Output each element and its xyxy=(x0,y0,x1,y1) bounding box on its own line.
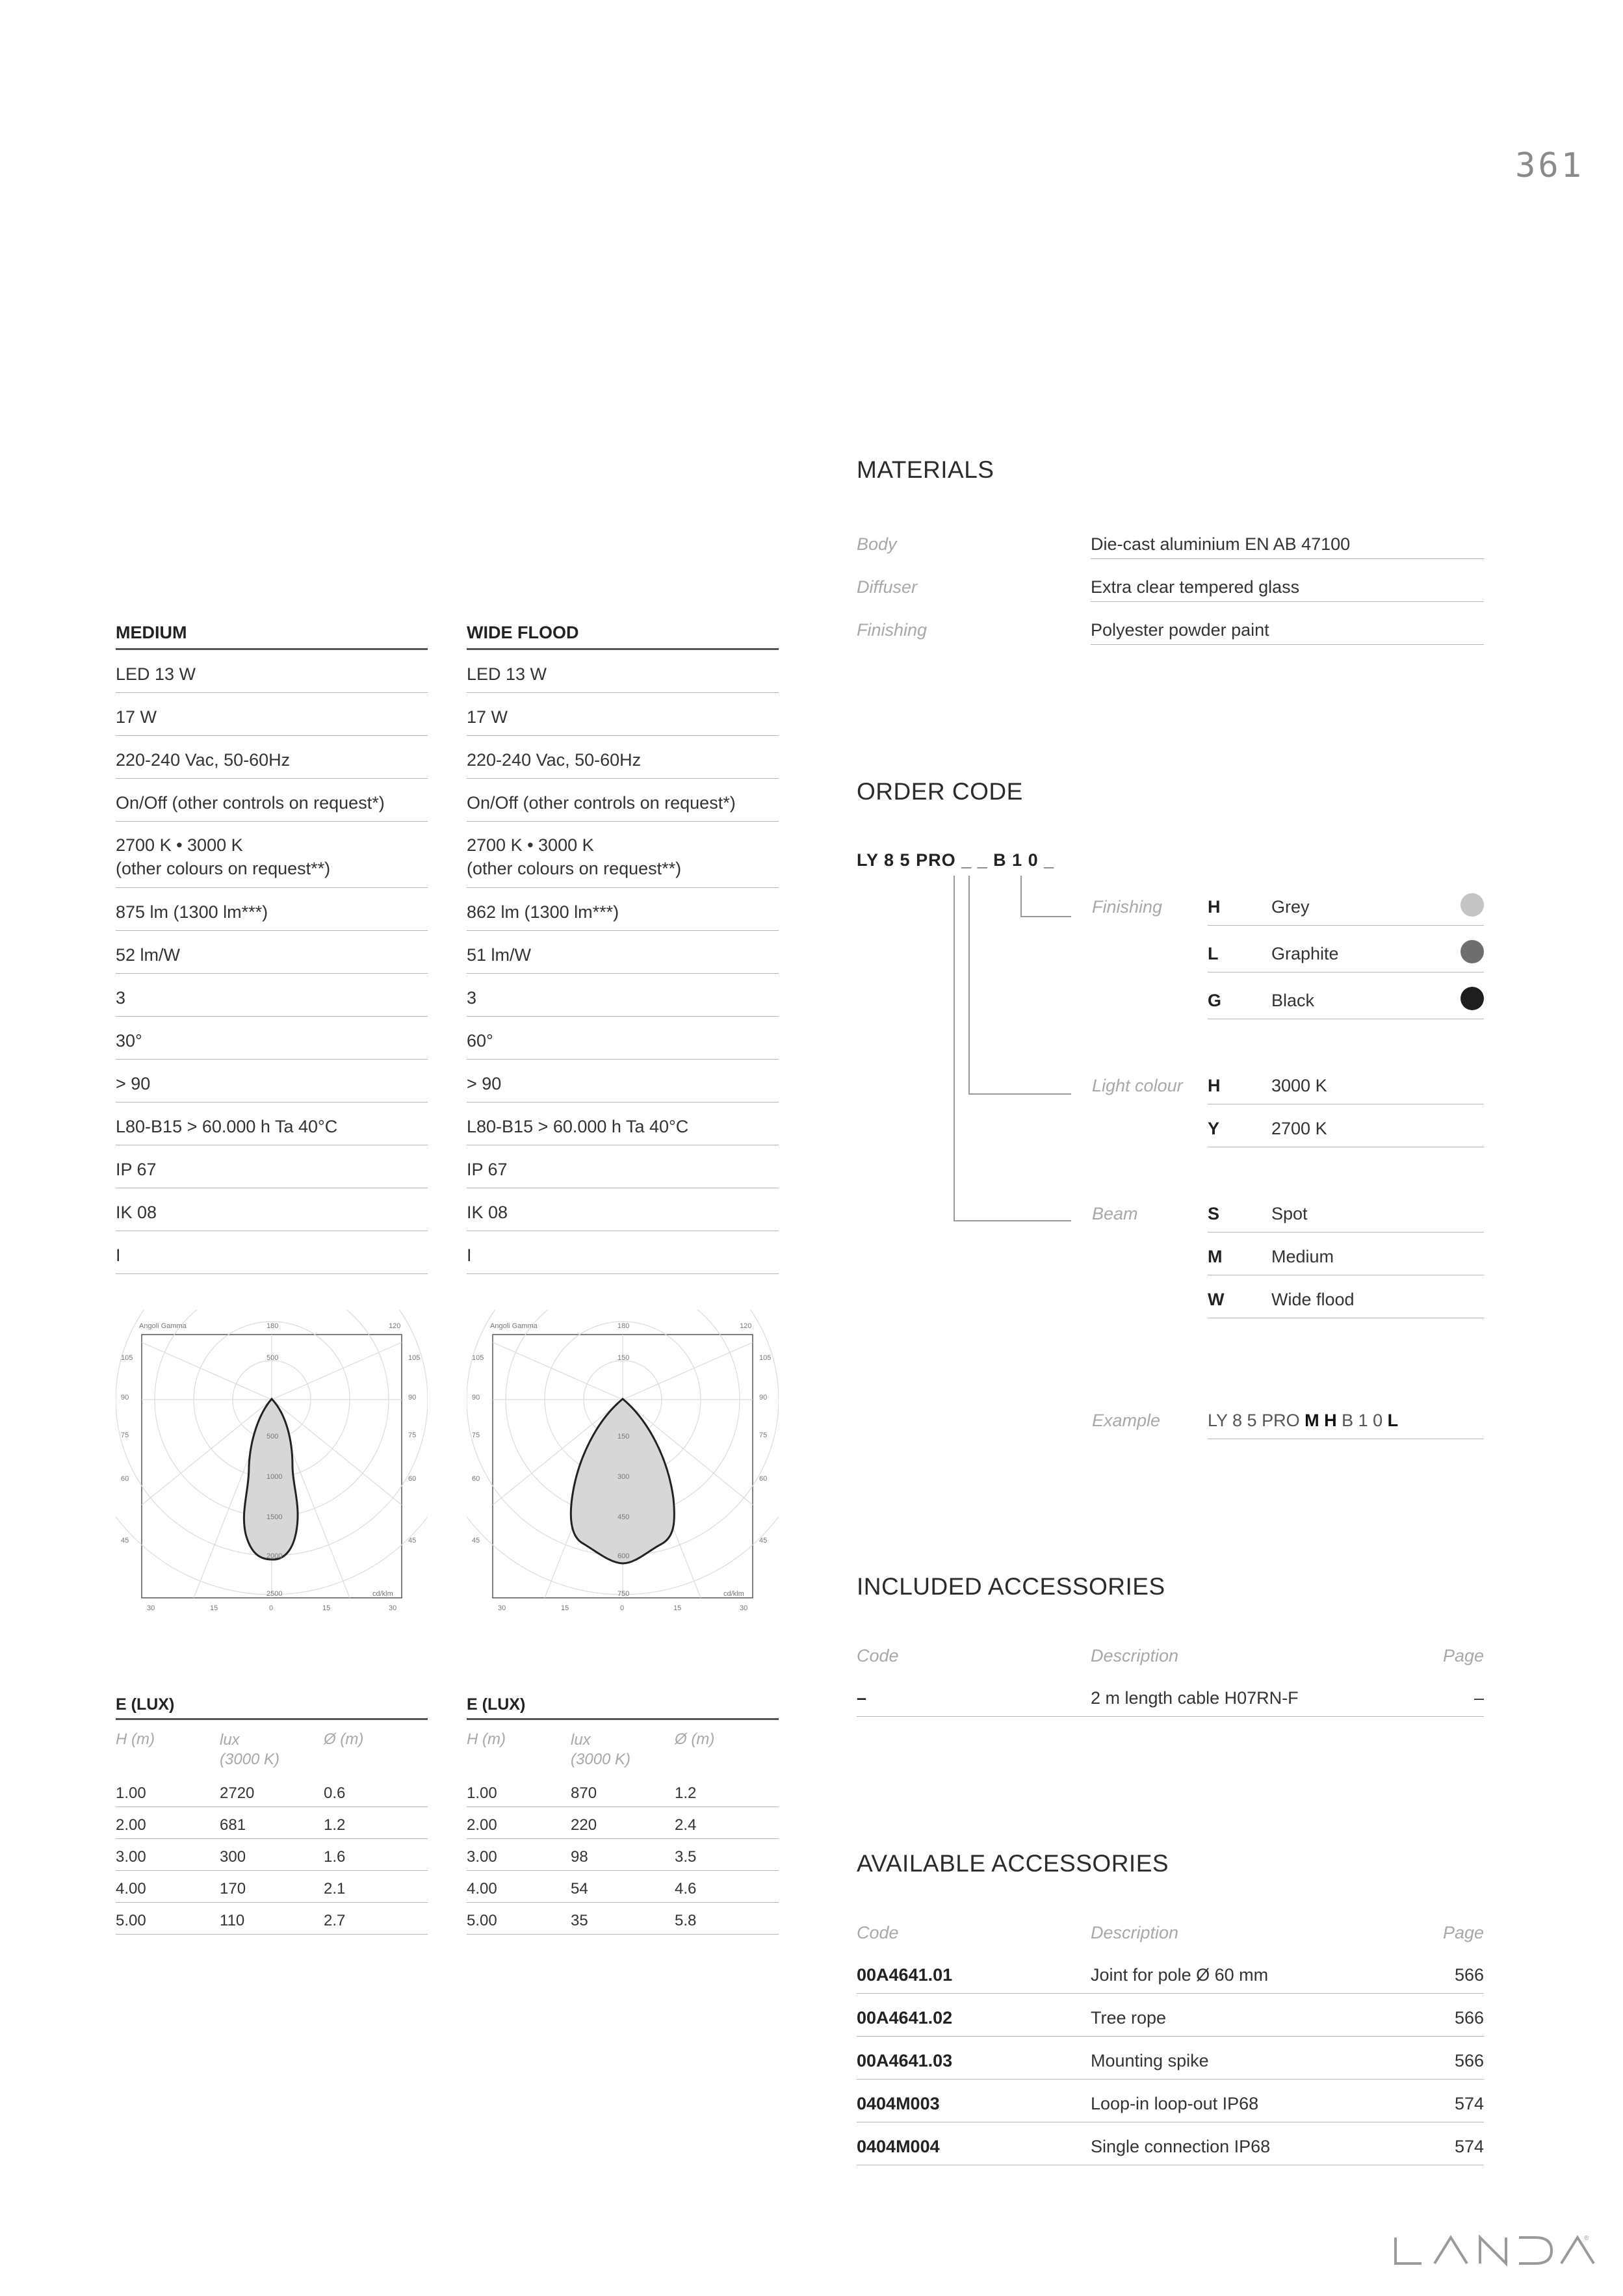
svg-text:®: ® xyxy=(1584,2235,1589,2242)
polar-bottom-tick: 30 xyxy=(389,1604,397,1612)
cell-lux: 300 xyxy=(220,1848,246,1866)
header-description: Description xyxy=(1091,1923,1179,1942)
header-code: Code xyxy=(857,1646,899,1665)
cell-diameter: 2.7 xyxy=(324,1912,346,1929)
example-prefix: LY 8 5 PRO xyxy=(1208,1411,1305,1430)
example-finish: L xyxy=(1387,1411,1399,1430)
accessory-description: Mounting spike xyxy=(1091,2051,1209,2070)
cell-lux: 98 xyxy=(571,1848,588,1866)
accessory-code: – xyxy=(857,1688,867,1708)
polar-top-label: 180 xyxy=(617,1322,630,1330)
polar-right-tick: 105 xyxy=(759,1354,772,1362)
table-row xyxy=(467,1839,779,1871)
landa-logo xyxy=(1389,2231,1597,2270)
polar-right-tick: 60 xyxy=(408,1475,417,1483)
cell-height: 3.00 xyxy=(467,1848,497,1866)
spec-row: L80-B15 > 60.000 h Ta 40°C xyxy=(467,1102,779,1145)
table-row xyxy=(116,1903,428,1935)
materials-row xyxy=(857,520,1484,563)
lux-table-title: E (LUX) xyxy=(116,1690,428,1720)
spec-row: 220-240 Vac, 50-60Hz xyxy=(467,736,779,779)
polar-top-label: 120 xyxy=(740,1322,752,1330)
finishing-option-black xyxy=(1208,976,1484,1019)
cell-lux: 2720 xyxy=(220,1784,255,1802)
polar-radial-label: 500 xyxy=(266,1354,279,1362)
spec-row: IK 08 xyxy=(467,1188,779,1231)
polar-radial-label: 150 xyxy=(617,1354,630,1362)
polar-diagram-medium xyxy=(116,1310,428,1615)
accessory-page: 566 xyxy=(1454,2051,1484,2070)
cell-height: 5.00 xyxy=(116,1912,146,1929)
cell-height: 5.00 xyxy=(467,1912,497,1929)
cell-lux: 54 xyxy=(571,1880,588,1898)
accessory-page: 574 xyxy=(1454,2137,1484,2156)
polar-left-tick: 105 xyxy=(472,1354,484,1362)
beam-option xyxy=(1208,1190,1484,1233)
accessory-description: Single connection IP68 xyxy=(1091,2137,1271,2156)
accessory-page: 574 xyxy=(1454,2094,1484,2113)
polar-radial-label: 2000 xyxy=(266,1552,283,1560)
header-page: Page xyxy=(1442,1646,1484,1665)
spec-column-medium xyxy=(116,618,428,1274)
spec-row: On/Off (other controls on request*) xyxy=(116,779,428,822)
polar-unit: cd/klm xyxy=(723,1590,744,1598)
materials-value: Extra clear tempered glass xyxy=(1091,577,1484,602)
accessory-code: 0404M004 xyxy=(857,2137,940,2156)
polar-left-tick: 60 xyxy=(121,1475,129,1483)
spec-row: 60° xyxy=(467,1017,779,1060)
order-code-pattern: LY 8 5 PRO _ _ B 1 0 _ xyxy=(857,850,1055,870)
cell-lux: 35 xyxy=(571,1912,588,1929)
colour-swatch-icon xyxy=(1461,940,1484,963)
option-name: 2700 K xyxy=(1271,1119,1327,1138)
cell-diameter: 3.5 xyxy=(675,1848,697,1866)
polar-unit: cd/klm xyxy=(372,1590,393,1598)
spec-row: 2700 K • 3000 K (other colours on request**) xyxy=(116,822,428,888)
header-page: Page xyxy=(1442,1923,1484,1942)
colour-swatch-icon xyxy=(1461,893,1484,917)
materials-title: MATERIALS xyxy=(857,456,994,483)
spec-row: 3 xyxy=(467,974,779,1017)
cell-lux: 870 xyxy=(571,1784,597,1802)
cell-diameter: 1.2 xyxy=(675,1784,697,1802)
polar-right-tick: 105 xyxy=(408,1354,421,1362)
polar-bottom-tick: 15 xyxy=(561,1604,569,1612)
option-key: G xyxy=(1208,991,1222,1010)
leader-line-beam xyxy=(954,876,1071,1221)
accessory-code: 00A4641.01 xyxy=(857,1965,953,1985)
example-code-text xyxy=(1208,1411,1398,1431)
spec-row: On/Off (other controls on request*) xyxy=(467,779,779,822)
finishing-label: Finishing xyxy=(1092,897,1163,917)
table-row xyxy=(467,1807,779,1839)
polar-left-tick: 90 xyxy=(121,1394,129,1402)
accessory-page: 566 xyxy=(1454,2008,1484,2028)
cell-diameter: 4.6 xyxy=(675,1880,697,1898)
cell-diameter: 1.6 xyxy=(324,1848,346,1866)
available-accessories-title: AVAILABLE ACCESSORIES xyxy=(857,1850,1169,1877)
polar-left-tick: 105 xyxy=(121,1354,133,1362)
lux-header-lux: lux (3000 K) xyxy=(571,1731,631,1768)
materials-row xyxy=(857,563,1484,606)
table-row xyxy=(857,1674,1484,1717)
table-row xyxy=(467,1871,779,1903)
order-code-title: ORDER CODE xyxy=(857,778,1023,805)
lux-table-title: E (LUX) xyxy=(467,1690,779,1720)
materials-value: Die-cast aluminium EN AB 47100 xyxy=(1091,534,1484,559)
table-row xyxy=(857,2122,1484,2165)
spec-row: 875 lm (1300 lm***) xyxy=(116,888,428,931)
cell-diameter: 1.2 xyxy=(324,1816,346,1834)
option-name: Graphite xyxy=(1271,944,1339,963)
spec-row: IK 08 xyxy=(116,1188,428,1231)
available-accessories-table xyxy=(857,1915,1484,2175)
polar-left-tick: 45 xyxy=(121,1537,129,1545)
spec-row: 862 lm (1300 lm***) xyxy=(467,888,779,931)
included-accessories-table xyxy=(857,1638,1484,1716)
polar-radial-label: 500 xyxy=(266,1433,279,1441)
table-row xyxy=(116,1839,428,1871)
table-row xyxy=(857,2080,1484,2122)
polar-left-tick: 60 xyxy=(472,1475,480,1483)
light-colour-option xyxy=(1208,1104,1484,1147)
lux-header-height: H (m) xyxy=(467,1730,506,1748)
accessory-description: Loop-in loop-out IP68 xyxy=(1091,2094,1259,2113)
polar-radial-label: 450 xyxy=(617,1513,630,1521)
polar-top-label: 180 xyxy=(266,1322,279,1330)
option-key: L xyxy=(1208,944,1219,963)
spec-row: LED 13 W xyxy=(116,650,428,693)
cell-diameter: 2.1 xyxy=(324,1880,346,1898)
accessory-page: – xyxy=(1474,1688,1484,1708)
table-row xyxy=(116,1871,428,1903)
option-key: H xyxy=(1208,1076,1221,1095)
polar-radial-label: 1000 xyxy=(266,1473,283,1481)
cell-lux: 681 xyxy=(220,1816,246,1834)
spec-row: 30° xyxy=(116,1017,428,1060)
cell-diameter: 5.8 xyxy=(675,1912,697,1929)
cell-lux: 220 xyxy=(571,1816,597,1834)
polar-bottom-tick: 30 xyxy=(740,1604,748,1612)
option-key: Y xyxy=(1208,1119,1220,1138)
accessory-page: 566 xyxy=(1454,1965,1484,1985)
option-name: Black xyxy=(1271,991,1315,1010)
polar-bottom-tick: 30 xyxy=(147,1604,155,1612)
table-row xyxy=(857,1951,1484,1994)
spec-row: L80-B15 > 60.000 h Ta 40°C xyxy=(116,1102,428,1145)
table-row xyxy=(857,1994,1484,2037)
spec-row: > 90 xyxy=(116,1060,428,1102)
spec-row: 17 W xyxy=(467,693,779,736)
spec-row: I xyxy=(116,1231,428,1274)
materials-label: Diffuser xyxy=(857,577,918,597)
lux-header-diameter: Ø (m) xyxy=(675,1730,715,1748)
polar-left-tick: 75 xyxy=(121,1431,129,1439)
spec-column-wide-flood xyxy=(467,618,779,1274)
polar-right-tick: 45 xyxy=(759,1537,768,1545)
lux-table-wide-flood xyxy=(467,1690,779,1937)
option-name: Spot xyxy=(1271,1204,1308,1223)
spec-row: IP 67 xyxy=(116,1145,428,1188)
column-title: MEDIUM xyxy=(116,618,428,650)
table-row xyxy=(467,1775,779,1807)
polar-bottom-tick: 30 xyxy=(498,1604,506,1612)
materials-label: Body xyxy=(857,534,897,554)
beam-option xyxy=(1208,1233,1484,1275)
header-description: Description xyxy=(1091,1646,1179,1665)
polar-bottom-tick: 15 xyxy=(322,1604,331,1612)
finishing-option-graphite xyxy=(1208,930,1484,972)
polar-radial-label: 2500 xyxy=(266,1590,283,1598)
option-name: Medium xyxy=(1271,1247,1334,1266)
polar-radial-label: 750 xyxy=(617,1590,630,1598)
spec-row: 51 lm/W xyxy=(467,931,779,974)
polar-right-tick: 90 xyxy=(408,1394,417,1402)
accessory-description: Tree rope xyxy=(1091,2008,1167,2028)
polar-bottom-tick: 0 xyxy=(269,1604,274,1612)
cell-height: 1.00 xyxy=(467,1784,497,1802)
included-accessories-title: INCLUDED ACCESSORIES xyxy=(857,1573,1165,1600)
example-code xyxy=(1208,1396,1484,1439)
option-key: W xyxy=(1208,1290,1225,1309)
polar-bottom-tick: 15 xyxy=(210,1604,218,1612)
example-mid: B 1 0 xyxy=(1336,1411,1388,1430)
cell-height: 1.00 xyxy=(116,1784,146,1802)
spec-row: I xyxy=(467,1231,779,1274)
page-number: 361 xyxy=(1515,146,1584,185)
lux-header-height: H (m) xyxy=(116,1730,155,1748)
polar-top-label: 120 xyxy=(389,1322,401,1330)
cell-height: 3.00 xyxy=(116,1848,146,1866)
header-code: Code xyxy=(857,1923,899,1942)
option-name: 3000 K xyxy=(1271,1076,1327,1095)
accessory-description: 2 m length cable H07RN-F xyxy=(1091,1688,1299,1708)
spec-row: 220-240 Vac, 50-60Hz xyxy=(116,736,428,779)
polar-bottom-tick: 0 xyxy=(620,1604,625,1612)
accessory-description: Joint for pole Ø 60 mm xyxy=(1091,1965,1269,1985)
cell-height: 4.00 xyxy=(116,1880,146,1898)
light-distribution-curve xyxy=(571,1399,674,1563)
polar-diagram-wide-flood xyxy=(467,1310,779,1615)
example-colour: H xyxy=(1324,1411,1337,1430)
spec-row: LED 13 W xyxy=(467,650,779,693)
polar-right-tick: 45 xyxy=(408,1537,417,1545)
cell-lux: 170 xyxy=(220,1880,246,1898)
cell-lux: 110 xyxy=(220,1912,245,1929)
cell-diameter: 2.4 xyxy=(675,1816,697,1834)
finishing-option-grey xyxy=(1208,883,1484,926)
lux-header-diameter: Ø (m) xyxy=(324,1730,364,1748)
cell-height: 4.00 xyxy=(467,1880,497,1898)
polar-left-tick: 75 xyxy=(472,1431,480,1439)
polar-right-tick: 90 xyxy=(759,1394,768,1402)
table-row xyxy=(116,1775,428,1807)
spec-row: > 90 xyxy=(467,1060,779,1102)
materials-value: Polyester powder paint xyxy=(1091,620,1484,645)
table-row xyxy=(467,1903,779,1935)
spec-row: 17 W xyxy=(116,693,428,736)
lux-header-lux: lux (3000 K) xyxy=(220,1731,280,1768)
light-colour-option xyxy=(1208,1062,1484,1104)
accessory-code: 00A4641.03 xyxy=(857,2051,953,2070)
polar-right-tick: 60 xyxy=(759,1475,768,1483)
example-beam: M xyxy=(1305,1411,1319,1430)
polar-left-tick: 90 xyxy=(472,1394,480,1402)
polar-left-tick: 45 xyxy=(472,1537,480,1545)
polar-right-tick: 75 xyxy=(408,1431,417,1439)
beam-label: Beam xyxy=(1092,1204,1138,1223)
lux-table-medium xyxy=(116,1690,428,1937)
polar-radial-label: 1500 xyxy=(266,1513,283,1521)
column-title: WIDE FLOOD xyxy=(467,618,779,650)
polar-title: Angoli Gamma xyxy=(490,1322,538,1330)
example-label: Example xyxy=(1092,1411,1161,1430)
spec-row: IP 67 xyxy=(467,1145,779,1188)
polar-right-tick: 75 xyxy=(759,1431,768,1439)
accessory-code: 00A4641.02 xyxy=(857,2008,953,2028)
polar-radial-label: 300 xyxy=(617,1473,630,1481)
materials-row xyxy=(857,606,1484,649)
polar-title: Angoli Gamma xyxy=(139,1322,187,1330)
polar-radial-label: 600 xyxy=(617,1552,630,1560)
spec-row: 3 xyxy=(116,974,428,1017)
beam-option xyxy=(1208,1275,1484,1318)
option-key: H xyxy=(1208,897,1221,917)
spec-row: 2700 K • 3000 K (other colours on request**) xyxy=(467,822,779,888)
polar-radial-label: 150 xyxy=(617,1433,630,1441)
colour-swatch-icon xyxy=(1461,987,1484,1010)
accessory-code: 0404M003 xyxy=(857,2094,940,2113)
cell-diameter: 0.6 xyxy=(324,1784,346,1802)
table-row xyxy=(116,1807,428,1839)
option-key: S xyxy=(1208,1204,1220,1223)
materials-table xyxy=(857,520,1484,649)
option-name: Grey xyxy=(1271,897,1310,917)
option-name: Wide flood xyxy=(1271,1290,1355,1309)
light-colour-label: Light colour xyxy=(1092,1076,1183,1095)
polar-bottom-tick: 15 xyxy=(673,1604,682,1612)
option-key: M xyxy=(1208,1247,1223,1266)
materials-label: Finishing xyxy=(857,620,928,640)
cell-height: 2.00 xyxy=(116,1816,146,1834)
table-row xyxy=(857,2037,1484,2080)
cell-height: 2.00 xyxy=(467,1816,497,1834)
spec-row: 52 lm/W xyxy=(116,931,428,974)
